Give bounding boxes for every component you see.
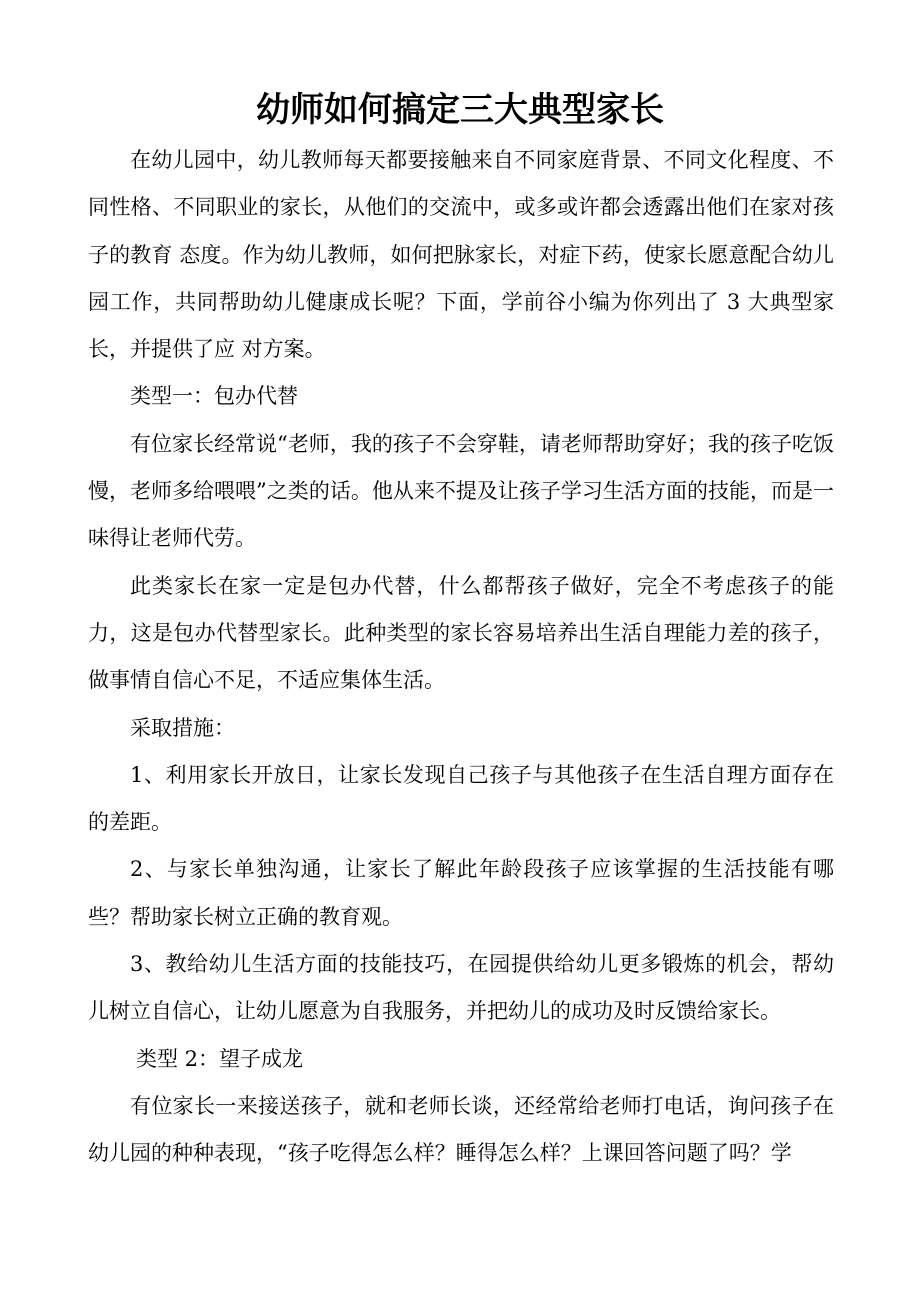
paragraph-intro: 在幼儿园中，幼儿教师每天都要接触来自不同家庭背景、不同文化程度、不同性格、不同职业的家长，从他们的交流中，或多或许都会透露出他们在家对孩子的教育 态度。作为幼儿教师，如何把脉家长，对症下药，使家长愿意配合幼儿园工作，共同帮助幼儿健康成长呢？下面，学前谷小编为你列出了 3 大典型家长，并提供了应 对方案。 <box>88 148 834 362</box>
section-heading-type-1: 类型一：包办代替 <box>130 384 298 409</box>
measure-item-3: 3、教给幼儿生活方面的技能技巧，在园提供给幼儿更多锻炼的机会，帮幼儿树立自信心，让幼儿愿意为自我服务，并把幼儿的成功及时反馈给家长。 <box>88 952 834 1024</box>
measure-item-2: 2、与家长单独沟通，让家长了解此年龄段孩子应该掌握的生活技能有哪些？帮助家长树立正确的教育观。 <box>88 857 834 929</box>
document-body <box>88 137 834 1178</box>
paragraph-type-2-example: 有位家长一来接送孩子，就和老师长谈，还经常给老师打电话，询问孩子在幼儿园的种种表现，“孩子吃得怎么样？睡得怎么样？上课回答问题了吗？学 <box>88 1093 834 1166</box>
paragraph-type-1-analysis: 此类家长在家一定是包办代替，什么都帮孩子做好，完全不考虑孩子的能力，这是包办代替型家长。此种类型的家长容易培养出生活自理能力差的孩子，做事情自信心不足，不适应集体生活。 <box>88 573 834 693</box>
measure-item-1: 1、利用家长开放日，让家长发现自己孩子与其他孩子在生活自理方面存在的差距。 <box>88 762 834 835</box>
document-title: 幼师如何搞定三大典型家长 <box>256 90 664 130</box>
measures-heading: 采取措施： <box>130 715 235 740</box>
paragraph-type-1-example: 有位家长经常说“老师，我的孩子不会穿鞋，请老师帮助穿好；我的孩子吃饭慢，老师多给喂喂”之类的话。他从来不提及让孩子学习生活方面的技能，而是一味得让老师代劳。 <box>88 431 834 551</box>
section-heading-type-2: 类型 2：望子成龙 <box>136 1046 304 1071</box>
